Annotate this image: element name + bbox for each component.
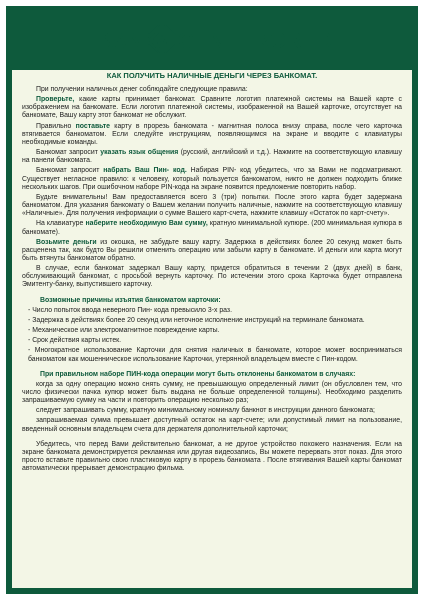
brand-left: BANK — [95, 28, 161, 53]
rule-pin: Банкомат запросит набрать Ваш Пин- код. Набирая PIN- код убедитесь, что за Вами не подсматривают. Существует негласное правило: к человеку, который пользуется банкоматом, никто не должен подходить ближе нескольких шагов. При ошибочном наборе PIN-кода на экране появится предложение повторить набор. — [22, 167, 403, 191]
reasons-list — [22, 307, 402, 364]
list-item: - Механическое или электромагнитное повреждение карты. — [28, 327, 220, 335]
closing-text: Убедитесь, что перед Вами действительно банкомат, а не другое устройство похожего назначения. Если на экране банкомата демонстрируется рекламная или другая видеозапись, Вы можете перервать этот показ. Для этого просто вставьте правильно свою пластиковую карту в прорезь банкомата . После втягивания Вашей карты банкомат автоматически прерывает демонстрацию фильма. — [22, 440, 402, 473]
rule-insert-card: Правильно поставьте карту в прорезь банкомата - магнитная полоса внизу справа, после чего карточка втягивается банкоматом. Если следуйте инструкциям, появляющимся на экране и вводите с клавиатуры необходимые команды. — [22, 122, 402, 146]
document-body — [22, 86, 402, 475]
list-item: - Число попыток ввода неверного Пин- кода превысило 3-х раз. — [28, 306, 233, 314]
reasons-heading: Возможные причины изъятия банкоматом карточки: — [40, 296, 221, 304]
rule-take-money: Возьмите деньги из окошка, не забудьте вашу карту. Задержка в действиях более 20 секунд может быть расценена так, как будто Вы решили отменить операцию или забыли карту в банкомате. И деньги или карта могут быть втянуты банкоматом обратно. — [22, 238, 403, 262]
list-item: - Задержка в действиях более 20 секунд или неточное исполнение инструкций на терминале банкомата. — [28, 316, 365, 324]
page-title: КАК ПОЛУЧИТЬ НАЛИЧНЫЕ ДЕНЬГИ ЧЕРЕЗ БАНКОМАТ. — [106, 71, 318, 80]
list-item: запрашиваемая сумма превышает доступный остаток на карт-счете; или допустимый лимит на пользование, введенный основным владельцем счета для держателя дополнительной карточки; — [22, 417, 402, 433]
list-item: - Срок действия карты истек. — [28, 337, 122, 345]
intro-text: При получении наличных денег соблюдайте следующие правила: — [36, 86, 248, 93]
list-item: - Многократное использование Карточки для снятия наличных в банкомате, которое может восприниматься банкоматом как мошенническое использование Карточки, утерянной владельцем вместе с Пин-кодом. — [28, 347, 402, 363]
rule-attempts: Будьте внимательны! Вам предоставляется всего 3 (три) попытки. После этого карта будет задержана банкоматом. Для указания банкомату о Вашем желании получить наличные, нажмите на соответствующую клавишу «Наличные». Для получения информации о сумме Вашего карт-счета, нажмите клавишу «Остаток по карт-счету». — [22, 193, 402, 218]
list-item: следует запрашивать сумму, кратную минимальному номиналу банкнот в инструкции данного банкомата; — [36, 407, 375, 415]
rule-check-card: Проверьте, какие карты принимает банкомат. Сравните логотип платежной системы на Вашей карте с изображением на банкомате. Если логотип платежной системы, изображенной на Вашей карточке, отсутствует на банкомате, Вашу карту этот банкомат не обслужит. — [22, 96, 402, 120]
bank-logo — [0, 10, 424, 56]
bank-centercredit-logo-icon — [148, 25, 176, 53]
rule-card-retained: В случае, если банкомат задержал Вашу карту, придется обратиться в течении 2 (двух дней) в банк, обслуживающий банкомат, с просьбой вернуть карточку. По истечении этого срока Карточка будет отправлена Эмитенту-банку, выпустившего карточку. — [22, 265, 402, 289]
rejections-heading: При правильном наборе ПИН-кода операции могут быть отклонены банкоматом в случаях: — [40, 370, 356, 378]
brand-right: CENTERCREDIT — [178, 28, 353, 53]
rule-language: Банкомат запросит указать язык общения (русский, английский и т.д.). Нажмите на соответствующую клавишу на панели банкомата. — [22, 149, 402, 165]
rule-amount: На клавиатуре наберите необходимую Вам сумму, кратную минимальной купюре. (200 минимальная купюра в банкомате). — [22, 220, 402, 236]
list-item: когда за одну операцию можно снять сумму, не превышающую определенный лимит (он обусловлен тем, что число физически пачка купюр может быть выдана не больше определенной толщины). Необходимо разделить запрашиваемую сумму на части и повторить операцию несколько раз; — [22, 380, 402, 405]
